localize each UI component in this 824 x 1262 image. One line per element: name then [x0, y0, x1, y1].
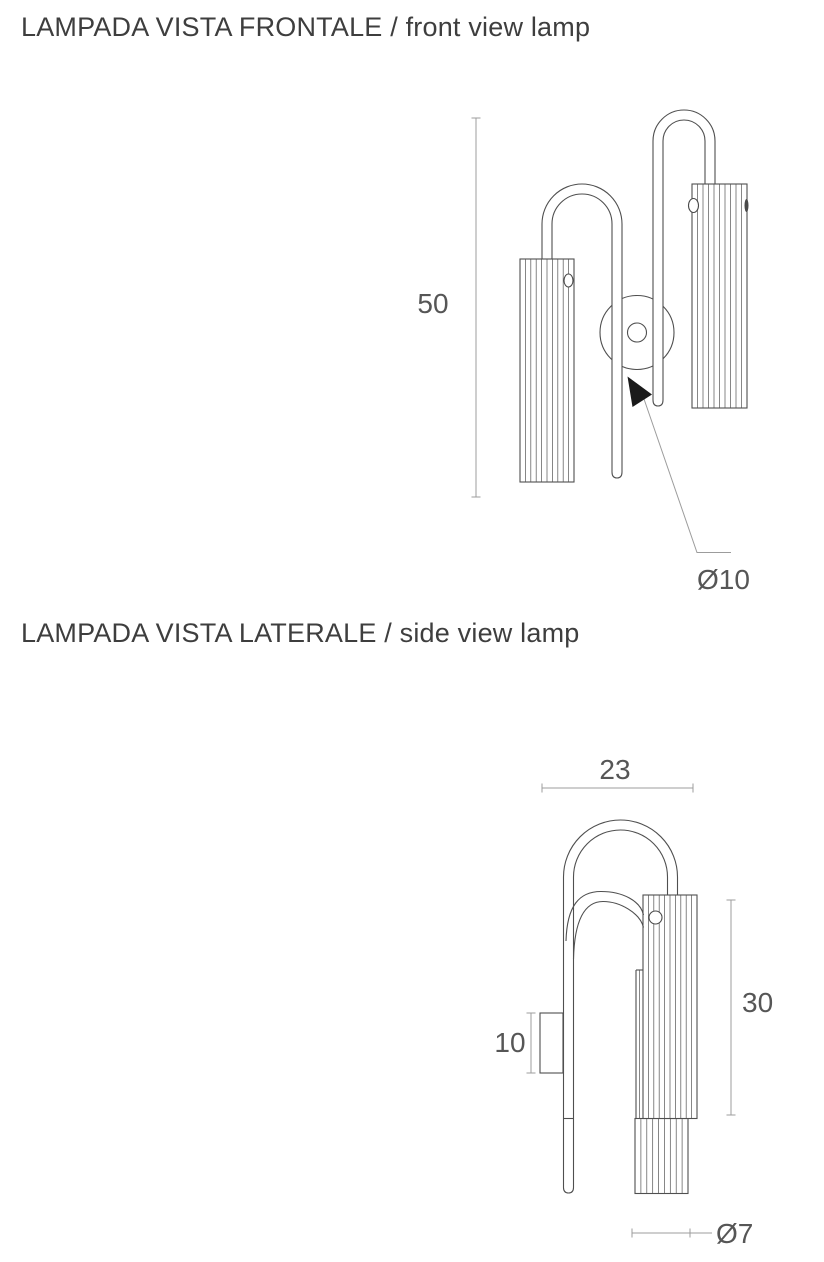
- side-shade-height-dimension: [727, 900, 774, 1115]
- screw-icon: [649, 911, 662, 924]
- rear-shade-bottom-body: [635, 1119, 688, 1194]
- mount-center-hole: [628, 323, 647, 342]
- screw-edge-icon: [745, 199, 749, 212]
- side-shade-diameter-dimension: [632, 1218, 753, 1249]
- leader-arrowhead-icon: [628, 377, 653, 408]
- rear-shade-bottom: [635, 1119, 688, 1194]
- depth-dimension-label: 23: [599, 754, 631, 785]
- side-view-drawing: [494, 754, 773, 1249]
- left-shade: [520, 259, 574, 482]
- height-dimension-label: 50: [417, 288, 449, 319]
- side-shade: [643, 895, 697, 1119]
- mount-diameter-callout: [628, 377, 750, 596]
- side-depth-dimension: [542, 754, 693, 793]
- front-view-title: LAMPADA VISTA FRONTALE / front view lamp: [21, 12, 591, 42]
- shade-height-label: 30: [742, 987, 774, 1018]
- shade-diameter-label: Ø7: [716, 1218, 754, 1249]
- side-view-title: LAMPADA VISTA LATERALE / side view lamp: [21, 618, 580, 648]
- side-mount-height-dimension: [494, 1013, 535, 1073]
- mount-diameter-label: Ø10: [697, 564, 750, 595]
- front-view-drawing: [417, 110, 750, 595]
- leader-line: [644, 399, 731, 553]
- screw-icon: [689, 199, 699, 213]
- short-arch-outer: [566, 892, 644, 942]
- right-shade: [689, 184, 749, 408]
- short-arch-inner: [574, 902, 644, 960]
- screw-icon: [564, 274, 573, 287]
- wall-mount-plate-side: [540, 1013, 563, 1073]
- rear-shade-strip: [636, 970, 643, 1119]
- mount-height-label: 10: [494, 1027, 526, 1058]
- front-height-dimension: [417, 118, 480, 497]
